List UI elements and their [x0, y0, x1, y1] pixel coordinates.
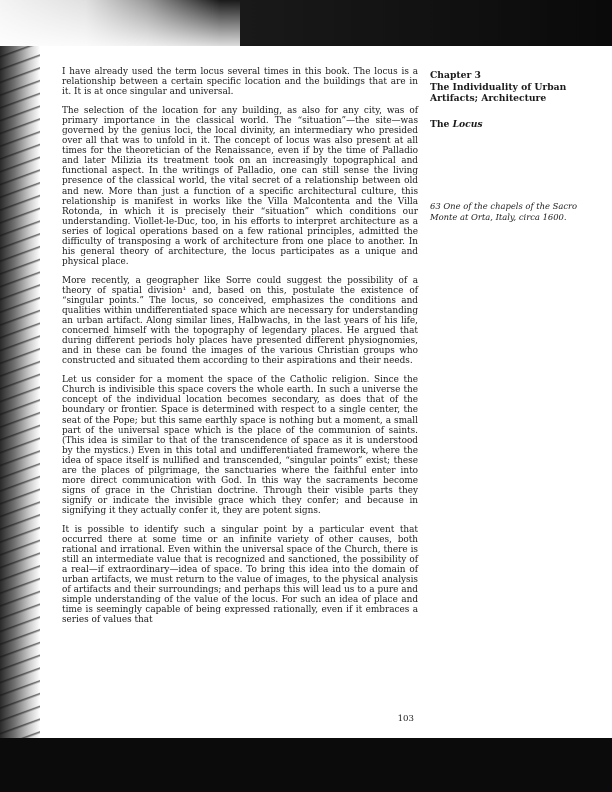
section-heading [430, 119, 606, 131]
chapter-title-line-1: The Individuality of Urban [430, 81, 567, 93]
body-text [62, 67, 418, 634]
margin-sidebar [430, 70, 606, 130]
figure-caption: 63 One of the chapels of the Sacro Monte at Orta, Italy, circa 1600. [430, 201, 578, 222]
page-number: 103 [397, 714, 414, 724]
section-heading-term: Locus [452, 118, 483, 130]
paragraph-5: It is possible to identify such a singular point by a particular event that occurred there at some time or an infinite variety of other causes, both rational and irrational. Even within the universal space of the Church, there is still an intermediate value that is recognized and sanctioned, the possibility of a real—if extraordinary—idea of space. To bring this idea into the domain of urban artifacts, we must return to the value of images, to the physical analysis of artifacts and their surroundings; and perhaps this will lead us to a pure and simple understanding of the value of the locus. For such an idea of place and time is seemingly capable of being expressed rationally, even if it embraces a series of values that [62, 524, 418, 626]
scan-left-binding [0, 46, 40, 738]
chapter-title-line-2: Artifacts; Architecture [430, 93, 547, 105]
scan-bottom-edge [0, 738, 612, 792]
paragraph-1: I have already used the term locus several times in this book. The locus is a relationship between a certain specific location and the buildings that are in it. It is at once singular and universal. [62, 67, 418, 98]
paragraph-3: More recently, a geographer like Sorre could suggest the possibility of a theory of spatial division¹ and, based on this, postulate the existence of “singular points.” The locus, so conceived, emphasizes the conditions and qualities within undifferentiated space which are necessary for understanding an urban artifact. Along similar lines, Halbwachs, in the last years of his life, concerned himself with the topography of legendary places. He argued that during different periods holy places have presented different physiognomies, and in these can be found the images of the various Christian groups who constructed and situated them according to their aspirations and their needs. [62, 275, 418, 367]
chapter-heading [430, 70, 606, 105]
scan-top-fade [0, 0, 240, 46]
paragraph-2: The selection of the location for any building, as also for any city, was of primary importance in the classical world. The “situation”—the site—was governed by the genius loci, the local divinity, an intermediary who presided over all that was to unfold in it. The concept of locus was also present at all times for the theoretician of the Renaissance, even if by the time of Palladio and later Milizia its treatment took on an increasingly topographical and functional aspect. In the writings of Palladio, one can still sense the living presence of the classical world, the vital secret of a relationship between old and new. More than just a function of a specific architectural culture, this relationship is manifest in works like the Villa Malcontenta and the Villa Rotonda, in which it is precisely their “situation” which conditions our understanding. Viollet-le-Duc, too, in his efforts to interpret architecture as a series of logical operations based on a few rational principles, admitted the difficulty of transposing a work of architecture from one place to another. In his general theory of architecture, the locus participates as a unique and physical place. [62, 106, 418, 267]
section-heading-prefix: The [430, 118, 453, 130]
paragraph-4: Let us consider for a moment the space of the Catholic religion. Since the Church is indivisible this space covers the whole earth. In such a universe the concept of the individual location becomes secondary, as does that of the boundary or frontier. Space is determined with respect to a single center, the seat of the Pope; but this same earthly space is nothing but a moment, a small part of the universal space which is the place of the communion of saints. (This idea is similar to that of the transcendence of space as it is understood by the mystics.) Even in this total and undifferentiated framework, where the idea of space itself is nullified and transcended, “singular points” exist; these are the places of pilgrimage, the sanctuaries where the faithful enter into more direct communication with God. In this way the sacraments become signs of grace in the Christian doctrine. Through their visible parts they signify or indicate the invisible grace which they confer; and because in signifying it they actually confer it, they are potent signs. [62, 375, 418, 516]
chapter-number: Chapter 3 [430, 70, 481, 81]
